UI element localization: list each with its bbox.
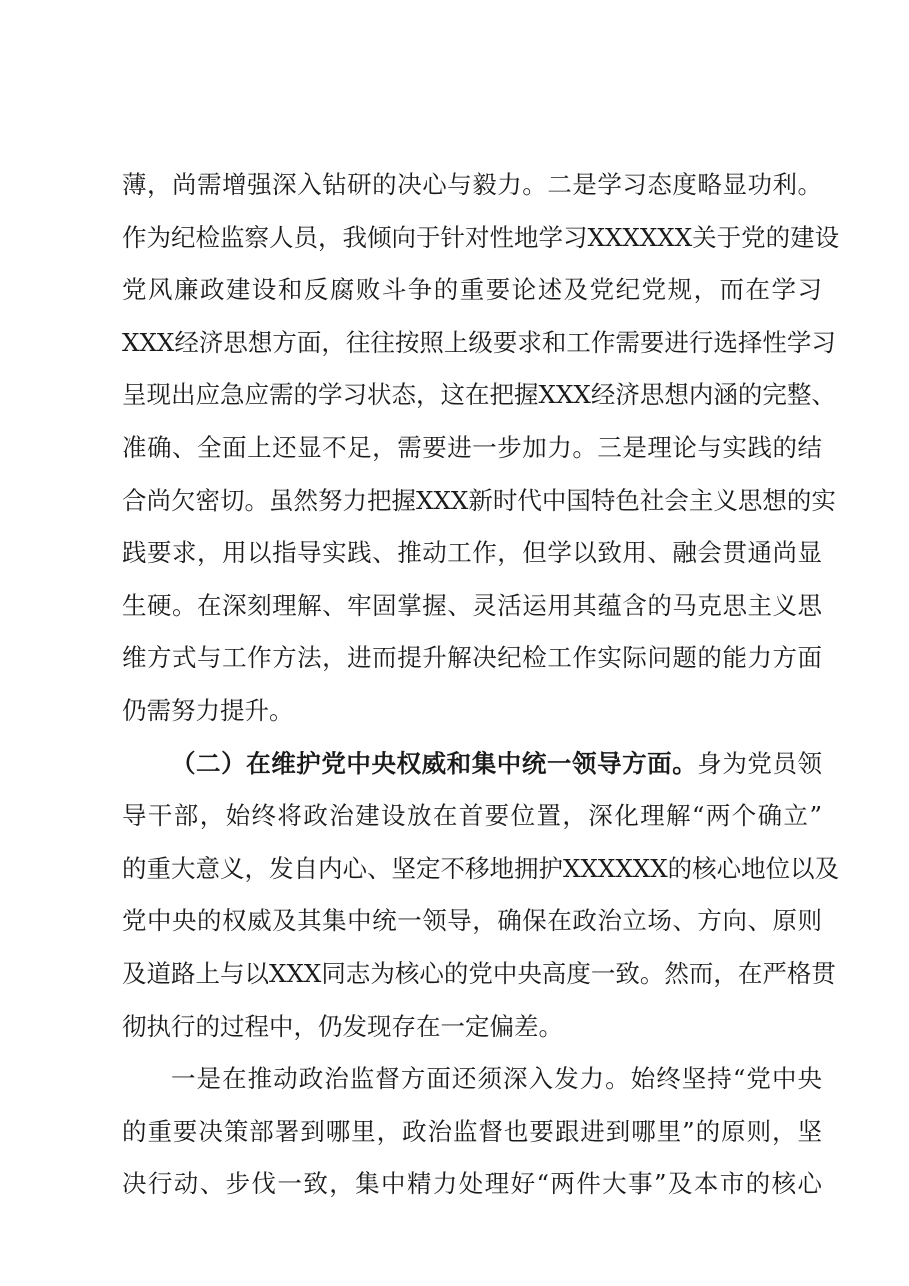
heading-line-rest: 身为党员领 (697, 748, 823, 778)
text-line: 导干部，始终将政治建设放在首要位置，深化理解“两个确立” (122, 801, 822, 831)
text-line: 呈现出应急应需的学习状态，这在把握XXX经济思想内涵的完整、 (122, 380, 836, 410)
text-line: 合尚欠密切。虽然努力把握XXX新时代中国特色社会主义思想的实 (122, 485, 836, 515)
text-line: 薄，尚需增强深入钻研的决心与毅力。二是学习态度略显功利。 (122, 170, 822, 199)
text-line: 党中央的权威及其集中统一领导，确保在政治立场、方向、原则 (122, 906, 822, 936)
document-body (122, 159, 840, 1211)
text-line: 彻执行的过程中，仍发现存在一定偏差。 (122, 1011, 563, 1041)
paragraph-2 (122, 738, 840, 1054)
text-line (122, 738, 822, 791)
text-line: 仍需努力提升。 (122, 695, 294, 725)
text-line: 的重大意义，发自内心、坚定不移地拥护XXXXXX的核心地位以及 (122, 853, 840, 883)
text-line: 党风廉政建设和反腐败斗争的重要论述及党纪党规，而在学习 (122, 275, 822, 305)
text-line: 决行动、步伐一致，集中精力处理好“两件大事”及本市的核心 (122, 1169, 822, 1199)
text-line: XXX经济思想方面，往往按照上级要求和工作需要进行选择性学习 (122, 327, 836, 357)
text-line: 作为纪检监察人员，我倾向于针对性地学习XXXXXX关于党的建设 (122, 222, 840, 252)
text-line: 准确、全面上还显不足，需要进一步加力。三是理论与实践的结 (122, 432, 822, 462)
text-line: 的重要决策部署到哪里，政治监督也要跟进到哪里”的原则，坚 (122, 1116, 822, 1146)
text-line: 及道路上与以XXX同志为核心的党中央高度一致。然而，在严格贯 (122, 958, 836, 988)
text-line: 生硬。在深刻理解、牢固掌握、灵活运用其蕴含的马克思主义思 (122, 590, 822, 620)
text-line: 践要求，用以指导实践、推动工作，但学以致用、融会贯通尚显 (122, 538, 822, 568)
section-heading: （二）在维护党中央权威和集中统一领导方面。 (171, 748, 698, 778)
paragraph-3 (122, 1053, 822, 1211)
text-line: 一是在推动政治监督方面还须深入发力。始终坚持“党中央 (171, 1064, 822, 1094)
paragraph-1 (122, 159, 840, 738)
text-line: 维方式与工作方法，进而提升解决纪检工作实际问题的能力方面 (122, 643, 822, 673)
